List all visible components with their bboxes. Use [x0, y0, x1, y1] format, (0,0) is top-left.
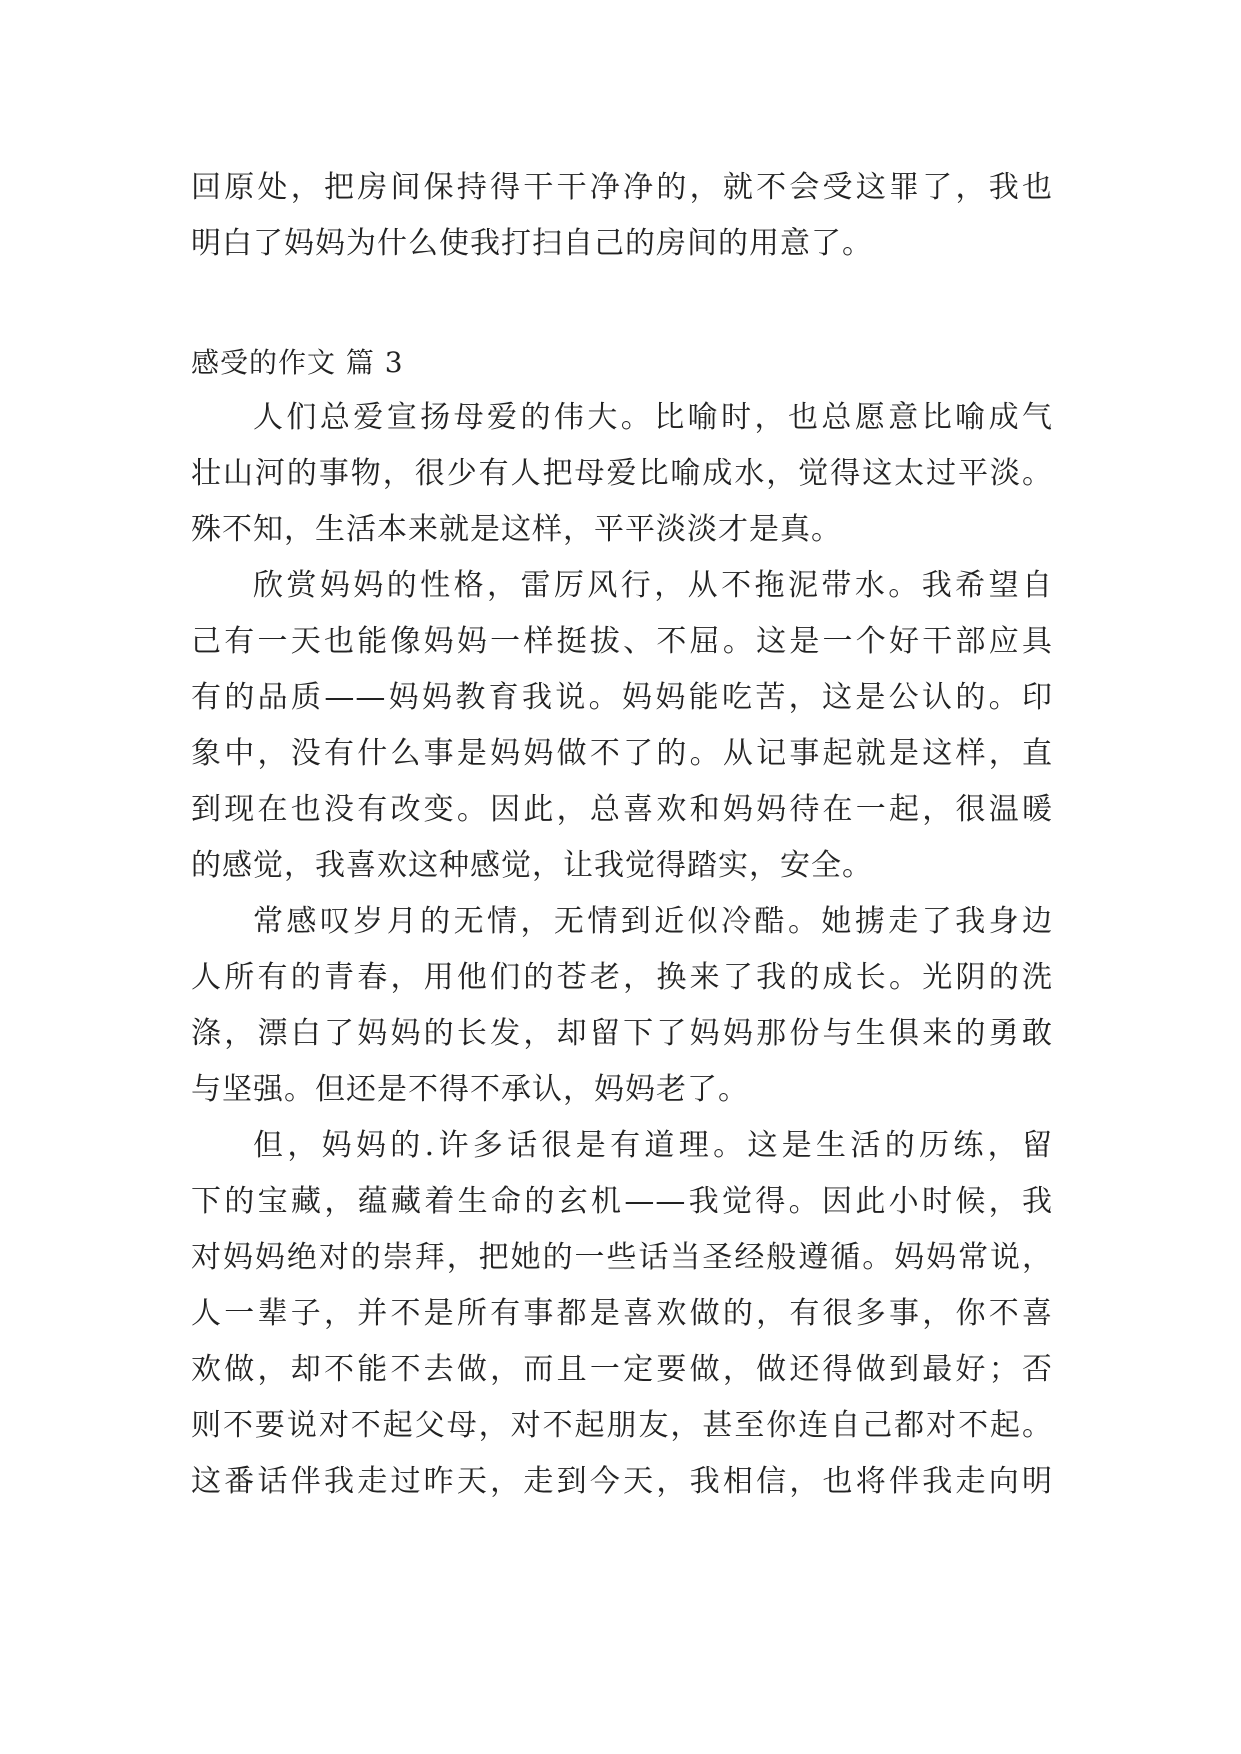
text-line: 明白了妈妈为什么使我打扫自己的房间的用意了。 [191, 226, 873, 261]
text-line: 但，妈妈的.许多话很是有道理。这是生活的历练，留 [253, 1128, 1053, 1163]
text-line: 象中，没有什么事是妈妈做不了的。从记事起就是这样，直 [191, 736, 1053, 771]
text-line: 则不要说对不起父母，对不起朋友，甚至你连自己都对不起。 [191, 1408, 1053, 1443]
text-line: 常感叹岁月的无情，无情到近似冷酷。她掳走了我身边 [253, 904, 1053, 939]
text-line: 殊不知，生活本来就是这样，平平淡淡才是真。 [191, 512, 842, 547]
text-line: 人们总爱宣扬母爱的伟大。比喻时，也总愿意比喻成气 [253, 400, 1053, 435]
text-line: 有的品质——妈妈教育我说。妈妈能吃苦，这是公认的。印 [191, 680, 1053, 715]
text-line: 己有一天也能像妈妈一样挺拔、不屈。这是一个好干部应具 [191, 624, 1053, 659]
text-line: 的感觉，我喜欢这种感觉，让我觉得踏实，安全。 [191, 848, 873, 883]
text-line: 与坚强。但还是不得不承认，妈妈老了。 [191, 1072, 749, 1107]
text-line: 到现在也没有改变。因此，总喜欢和妈妈待在一起，很温暖 [191, 792, 1053, 827]
text-line: 壮山河的事物，很少有人把母爱比喻成水，觉得这太过平淡。 [191, 456, 1053, 491]
text-line: 回原处，把房间保持得干干净净的，就不会受这罪了，我也 [191, 170, 1053, 205]
text-line: 涤，漂白了妈妈的长发，却留下了妈妈那份与生俱来的勇敢 [191, 1016, 1053, 1051]
text-line: 欢做，却不能不去做，而且一定要做，做还得做到最好；否 [191, 1352, 1053, 1387]
text-line: 下的宝藏，蕴藏着生命的玄机——我觉得。因此小时候，我 [191, 1184, 1053, 1219]
text-line: 这番话伴我走过昨天，走到今天，我相信，也将伴我走向明 [191, 1464, 1053, 1499]
text-line: 人所有的青春，用他们的苍老，换来了我的成长。光阴的洗 [191, 960, 1053, 995]
section-heading: 感受的作文 篇 3 [191, 346, 404, 379]
text-line: 欣赏妈妈的性格，雷厉风行，从不拖泥带水。我希望自 [253, 568, 1053, 603]
text-line: 人一辈子，并不是所有事都是喜欢做的，有很多事，你不喜 [191, 1296, 1053, 1331]
text-line: 对妈妈绝对的崇拜，把她的一些话当圣经般遵循。妈妈常说， [191, 1240, 1053, 1275]
